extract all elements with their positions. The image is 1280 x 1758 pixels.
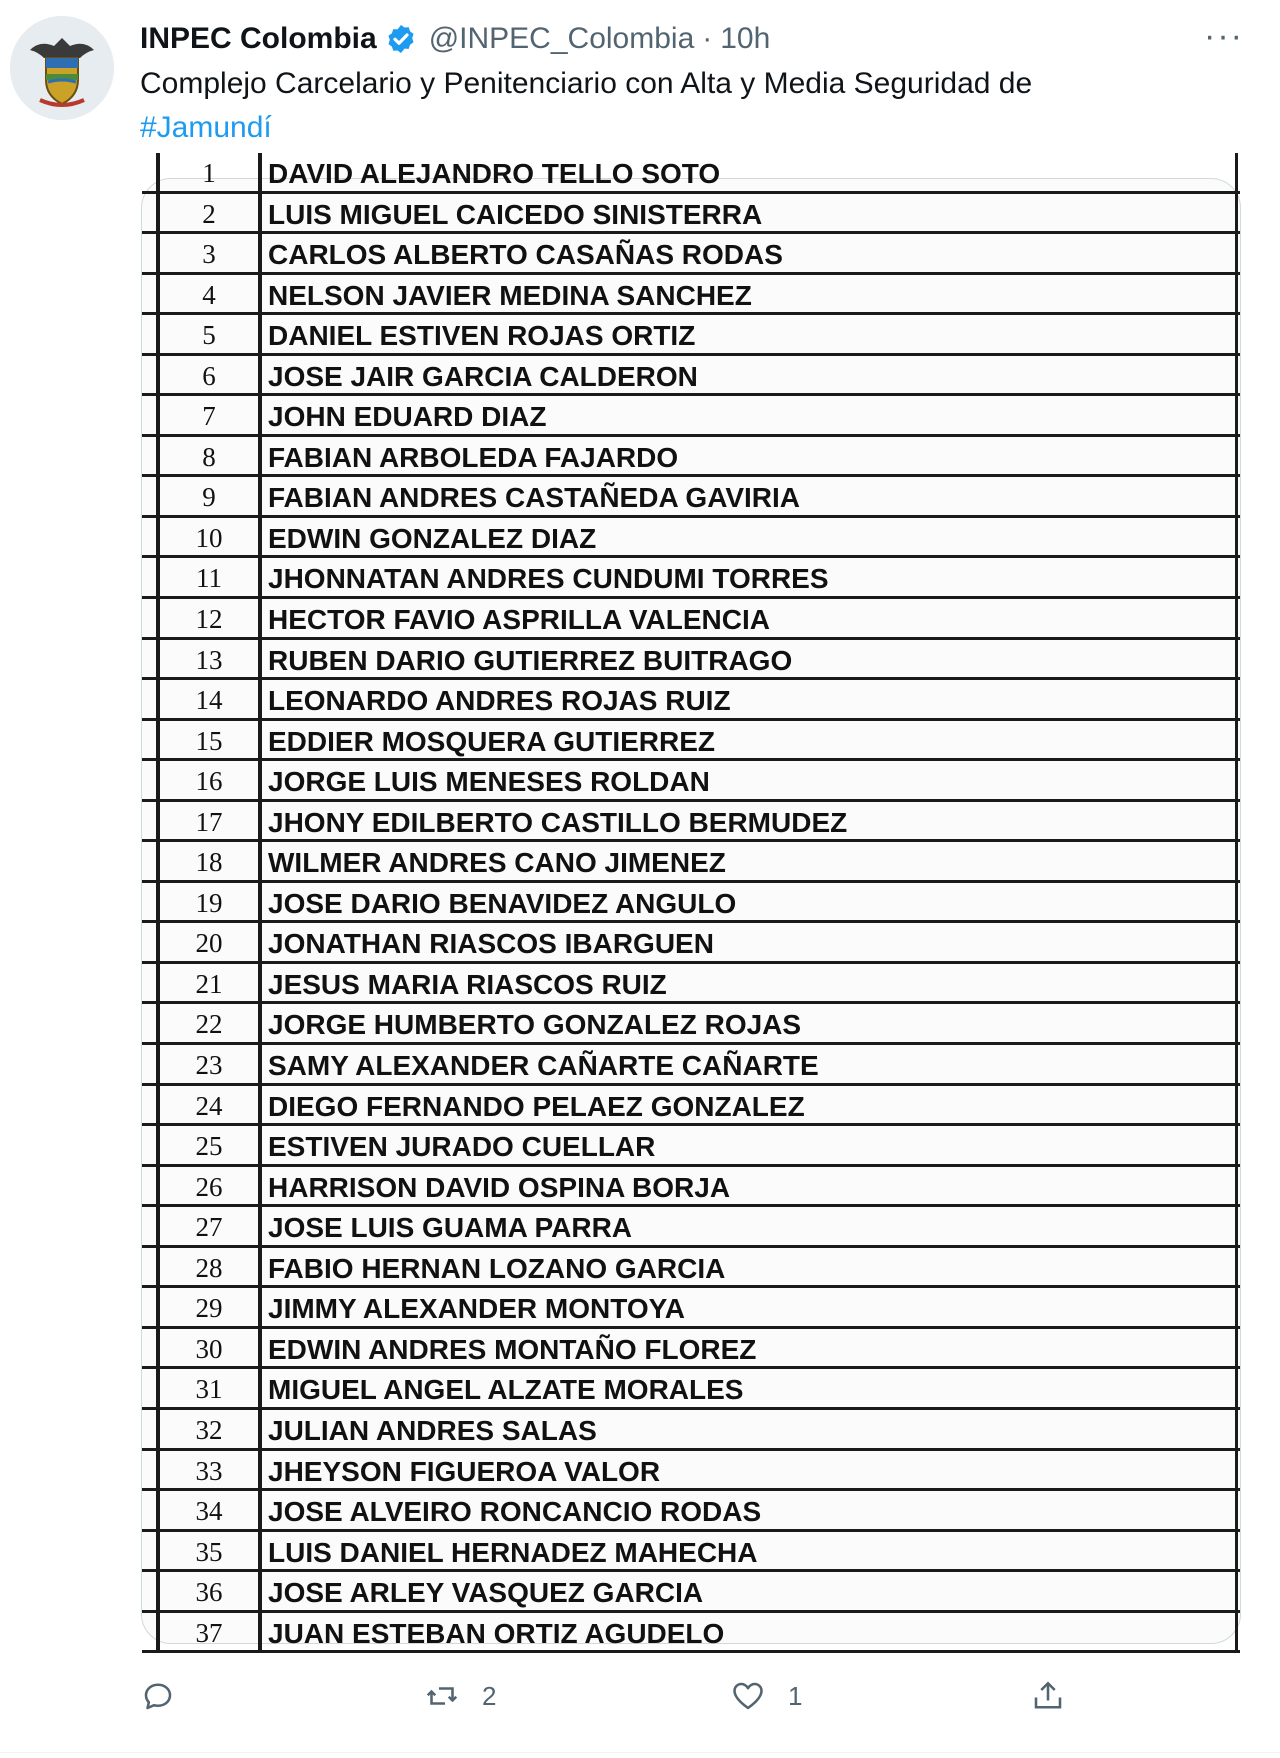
row-name: JULIAN ANDRES SALAS <box>268 1414 597 1446</box>
row-number: 25 <box>156 1126 262 1164</box>
row-number: 2 <box>156 194 262 232</box>
reply-icon <box>140 1678 176 1714</box>
row-number: 16 <box>156 761 262 799</box>
row-number: 12 <box>156 599 262 637</box>
table-row <box>142 1004 1240 1045</box>
table-row <box>142 558 1240 599</box>
row-number: 6 <box>156 356 262 394</box>
separator-dot: · <box>702 22 713 55</box>
row-number: 20 <box>156 923 262 961</box>
row-name: JONATHAN RIASCOS IBARGUEN <box>268 928 714 960</box>
table-row <box>142 1126 1240 1167</box>
table-row <box>142 1369 1240 1410</box>
like-button[interactable] <box>730 1668 802 1724</box>
tweet-media-image[interactable] <box>141 158 1241 1649</box>
row-name: JIMMY ALEXANDER MONTOYA <box>268 1293 685 1325</box>
table-row <box>142 1451 1240 1492</box>
row-name: JOSE JAIR GARCIA CALDERON <box>268 360 698 392</box>
row-name: CARLOS ALBERTO CASAÑAS RODAS <box>268 239 783 271</box>
row-number: 1 <box>156 153 262 191</box>
row-number: 36 <box>156 1572 262 1610</box>
row-name: HECTOR FAVIO ASPRILLA VALENCIA <box>268 604 770 636</box>
table-row <box>142 1167 1240 1208</box>
table-row <box>142 477 1240 518</box>
row-number: 13 <box>156 640 262 678</box>
tweet-body: Complejo Carcelario y Penitenciario con Alta y Media Seguridad de <box>140 67 1033 100</box>
row-number: 34 <box>156 1491 262 1529</box>
timestamp[interactable]: 10h <box>720 22 771 55</box>
row-name: JOSE LUIS GUAMA PARRA <box>268 1212 633 1244</box>
verified-badge-icon <box>385 23 417 55</box>
table-row <box>142 1288 1240 1329</box>
table-row <box>142 153 1240 194</box>
retweet-icon <box>424 1678 460 1714</box>
reply-button[interactable] <box>140 1668 198 1724</box>
row-name: ESTIVEN JURADO CUELLAR <box>268 1131 656 1163</box>
row-number: 11 <box>156 558 262 596</box>
heart-icon <box>730 1678 766 1714</box>
row-number: 31 <box>156 1369 262 1407</box>
row-name: EDWIN GONZALEZ DIAZ <box>268 522 597 554</box>
row-number: 8 <box>156 437 262 475</box>
table-row <box>142 761 1240 802</box>
row-number: 32 <box>156 1410 262 1448</box>
table-row <box>142 275 1240 316</box>
row-number: 18 <box>156 842 262 880</box>
table-row <box>142 923 1240 964</box>
row-name: WILMER ANDRES CANO JIMENEZ <box>268 847 726 879</box>
row-number: 9 <box>156 477 262 515</box>
row-name: HARRISON DAVID OSPINA BORJA <box>268 1171 731 1203</box>
row-number: 3 <box>156 234 262 272</box>
row-number: 10 <box>156 518 262 556</box>
table-row <box>142 518 1240 559</box>
divider <box>0 1752 1280 1753</box>
row-number: 33 <box>156 1451 262 1489</box>
row-number: 7 <box>156 396 262 434</box>
share-button[interactable] <box>1030 1668 1088 1724</box>
row-name: JOSE ARLEY VASQUEZ GARCIA <box>268 1577 704 1609</box>
scanned-name-list <box>142 153 1240 1653</box>
table-row <box>142 599 1240 640</box>
row-number: 24 <box>156 1086 262 1124</box>
coat-of-arms-logo <box>10 16 114 120</box>
tweet-header <box>140 18 770 60</box>
row-number: 5 <box>156 315 262 353</box>
row-name: LEONARDO ANDRES ROJAS RUIZ <box>268 685 731 717</box>
row-name: LUIS MIGUEL CAICEDO SINISTERRA <box>268 198 763 230</box>
row-name: JHONNATAN ANDRES CUNDUMI TORRES <box>268 563 829 595</box>
table-row <box>142 640 1240 681</box>
user-handle[interactable]: @INPEC_Colombia <box>428 22 695 55</box>
table-row <box>142 1086 1240 1127</box>
row-name: SAMY ALEXANDER CAÑARTE CAÑARTE <box>268 1050 819 1082</box>
row-name: JESUS MARIA RIASCOS RUIZ <box>268 968 667 1000</box>
row-name: JUAN ESTEBAN ORTIZ AGUDELO <box>268 1617 725 1649</box>
table-row <box>142 1410 1240 1451</box>
row-name: EDDIER MOSQUERA GUTIERREZ <box>268 725 715 757</box>
row-name: FABIAN ANDRES CASTAÑEDA GAVIRIA <box>268 482 801 514</box>
table-row <box>142 1572 1240 1613</box>
display-name[interactable]: INPEC Colombia <box>140 22 377 55</box>
row-number: 35 <box>156 1532 262 1570</box>
row-name: JORGE HUMBERTO GONZALEZ ROJAS <box>268 1009 802 1041</box>
avatar[interactable] <box>10 16 114 120</box>
tweet-actions <box>140 1668 1080 1724</box>
row-name: NELSON JAVIER MEDINA SANCHEZ <box>268 279 752 311</box>
more-horizontal-icon[interactable]: ··· <box>1204 17 1244 55</box>
table-row <box>142 842 1240 883</box>
row-number: 29 <box>156 1288 262 1326</box>
row-number: 19 <box>156 883 262 921</box>
row-number: 26 <box>156 1167 262 1205</box>
table-row <box>142 315 1240 356</box>
table-row <box>142 234 1240 275</box>
row-name: RUBEN DARIO GUTIERREZ BUITRAGO <box>268 644 793 676</box>
table-row <box>142 194 1240 235</box>
row-number: 15 <box>156 721 262 759</box>
row-name: MIGUEL ANGEL ALZATE MORALES <box>268 1374 744 1406</box>
table-row <box>142 964 1240 1005</box>
table-row <box>142 1207 1240 1248</box>
row-name: LUIS DANIEL HERNADEZ MAHECHA <box>268 1536 758 1568</box>
row-number: 30 <box>156 1329 262 1367</box>
table-row <box>142 356 1240 397</box>
table-row <box>142 802 1240 843</box>
row-name: DIEGO FERNANDO PELAEZ GONZALEZ <box>268 1090 805 1122</box>
table-row <box>142 1045 1240 1086</box>
row-number: 4 <box>156 275 262 313</box>
row-name: JORGE LUIS MENESES ROLDAN <box>268 766 710 798</box>
table-row <box>142 1248 1240 1289</box>
row-name: FABIAN ARBOLEDA FAJARDO <box>268 441 679 473</box>
row-number: 23 <box>156 1045 262 1083</box>
row-name: JHEYSON FIGUEROA VALOR <box>268 1455 661 1487</box>
table-row <box>142 721 1240 762</box>
table-row <box>142 680 1240 721</box>
row-name: FABIO HERNAN LOZANO GARCIA <box>268 1252 726 1284</box>
row-name: JHONY EDILBERTO CASTILLO BERMUDEZ <box>268 806 848 838</box>
hashtag-link[interactable]: #Jamundí <box>140 111 272 144</box>
retweet-button[interactable] <box>424 1668 496 1724</box>
row-number: 28 <box>156 1248 262 1286</box>
table-row <box>142 396 1240 437</box>
row-name: EDWIN ANDRES MONTAÑO FLOREZ <box>268 1333 757 1365</box>
row-name: JOSE DARIO BENAVIDEZ ANGULO <box>268 887 737 919</box>
row-number: 21 <box>156 964 262 1002</box>
row-number: 17 <box>156 802 262 840</box>
share-icon <box>1030 1678 1066 1714</box>
tweet-text <box>140 62 1200 150</box>
like-count: 1 <box>788 1680 803 1711</box>
row-name: DANIEL ESTIVEN ROJAS ORTIZ <box>268 320 696 352</box>
row-name: DAVID ALEJANDRO TELLO SOTO <box>268 158 721 189</box>
table-row <box>142 437 1240 478</box>
table-row <box>142 1532 1240 1573</box>
retweet-count: 2 <box>482 1680 497 1711</box>
row-number: 22 <box>156 1004 262 1042</box>
table-row <box>142 1491 1240 1532</box>
row-name: JOSE ALVEIRO RONCANCIO RODAS <box>268 1496 762 1528</box>
table-row <box>142 1613 1240 1654</box>
row-number: 27 <box>156 1207 262 1245</box>
row-name: JOHN EDUARD DIAZ <box>268 401 547 433</box>
row-number: 14 <box>156 680 262 718</box>
table-row <box>142 1329 1240 1370</box>
table-row <box>142 883 1240 924</box>
row-number: 37 <box>156 1613 262 1651</box>
